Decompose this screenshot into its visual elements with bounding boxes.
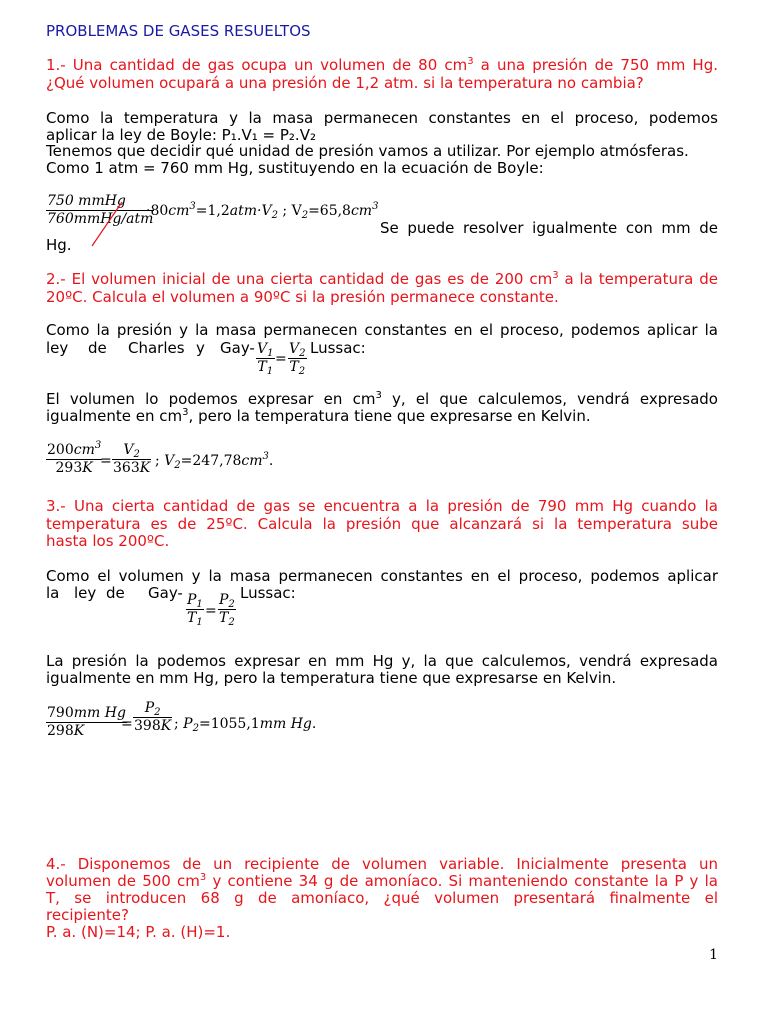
problem-4-statement-line-4: recipiente? — [46, 906, 129, 924]
problem-3-result: ; $P_2=1055,1mm$ Hg. — [174, 716, 317, 734]
problem-4-statement-line-1: 4.- Disponemos de un recipiente de volumen variable. Inicialmente presenta un — [46, 855, 718, 873]
boyle-denominator: 760mmHg/atm — [47, 211, 154, 227]
gay-lussac-fraction-left: $P_1$ $T_1$ — [187, 592, 203, 628]
page-number: 1 — [709, 947, 718, 963]
charles-fraction-left: $V_1$ $T_1$ — [257, 341, 274, 377]
page-title: PROBLEMAS DE GASES RESUELTOS — [46, 22, 311, 40]
problem-3-statement-line-1: 3.- Una cierta cantidad de gas se encuentra a la presión de 790 mm Hg cuando la — [46, 497, 718, 515]
gay-lussac-fraction-right: $P_2$ $T_2$ — [219, 592, 235, 628]
problem-2-statement-line-1: 2.- El volumen inicial de una cierta cantidad de gas es de 200 $cm^3$ a la temperatura de — [46, 270, 718, 288]
problem-2-answer-line-1: Como la presión y la masa permanecen constantes en el proceso, podemos aplicar la — [46, 321, 718, 339]
problem-1-answer-line-4: Como 1 atm = 760 mm Hg, sustituyendo en la ecuación de Boyle: — [46, 159, 544, 177]
problem-1-statement-line-1: 1.- Una cantidad de gas ocupa un volumen de 80 $cm^3$ a una presión de 750 mm Hg. — [46, 56, 718, 74]
problem-3-equation-right: $P_2$ 398K — [134, 700, 172, 734]
problem-4-statement-line-3: T, se introducen 68 g de amoníaco, ¿qué volumen presentará finalmente el — [46, 889, 718, 907]
problem-3-statement-line-2: temperatura es de 25ºC. Calcula la presión que alcanzará si la temperatura sube — [46, 515, 718, 533]
problem-2-answer-line-4: igualmente en $cm^3$, pero la temperatura tiene que expresarse en Kelvin. — [46, 407, 591, 425]
problem-3-equation-left: 790mm Hg 298K — [47, 705, 126, 739]
charles-fraction-right: $V_2$ $T_2$ — [289, 341, 306, 377]
problem-4-statement-line-5: P. a. (N)=14; P. a. (H)=1. — [46, 923, 231, 941]
problem-2-equation-right: $V_2$ 363K — [113, 442, 151, 476]
problem-3-statement-line-3: hasta los 200ºC. — [46, 532, 170, 550]
problem-1-text: 1.- Una cantidad de gas ocupa un volumen de 80 cm — [46, 56, 468, 74]
problem-1-note-line-1: Se puede resolver igualmente con mm de — [380, 219, 718, 237]
problem-1-answer-line-2: aplicar la ley de Boyle: P₁.V₁ = P₂.V₂ — [46, 126, 316, 144]
problem-1-note-line-2: Hg. — [46, 236, 72, 254]
problem-1-statement-line-2: ¿Qué volumen ocupará a una presión de 1,2 atm. si la temperatura no cambia? — [46, 74, 644, 92]
problem-3-answer-line-4: igualmente en mm Hg, pero la temperatura tiene que expresarse en Kelvin. — [46, 669, 617, 687]
problem-3-answer-line-1: Como el volumen y la masa permanecen constantes en el proceso, podemos aplicar — [46, 567, 718, 585]
problem-3-answer-line-3: La presión la podemos expresar en mm Hg y, la que calculemos, vendrá expresada — [46, 652, 718, 670]
problem-1-answer-line-1: Como la temperatura y la masa permanecen constantes en el proceso, podemos — [46, 109, 718, 127]
problem-1-text-b: a una presión de 750 mm Hg. — [473, 56, 718, 74]
problem-4-statement-line-2: volumen de 500 $cm^3$ y contiene 34 g de amoníaco. Si manteniendo constante la P y la — [46, 872, 718, 890]
problem-2-answer-line-3: El volumen lo podemos expresar en $cm^3$ y, el que calculemos, vendrá expresado — [46, 390, 718, 408]
boyle-equation-rest: $\cdot 80cm^3=1,2atm\cdot V_2$ ; $V_2=65,8cm^3$ — [146, 201, 379, 221]
problem-2-result: ; $V_2=247,78cm^3$. — [155, 451, 274, 471]
problem-2-statement-line-2: 20ºC. Calcula el volumen a 90ºC si la presión permanece constante. — [46, 288, 559, 306]
boyle-numerator: 750 mmHg — [47, 193, 126, 209]
problem-2-equation-left: $200cm^3$ 293K — [47, 440, 102, 476]
problem-1-answer-line-3: Tenemos que decidir qué unidad de presión vamos a utilizar. Por ejemplo atmósferas. — [46, 142, 689, 160]
